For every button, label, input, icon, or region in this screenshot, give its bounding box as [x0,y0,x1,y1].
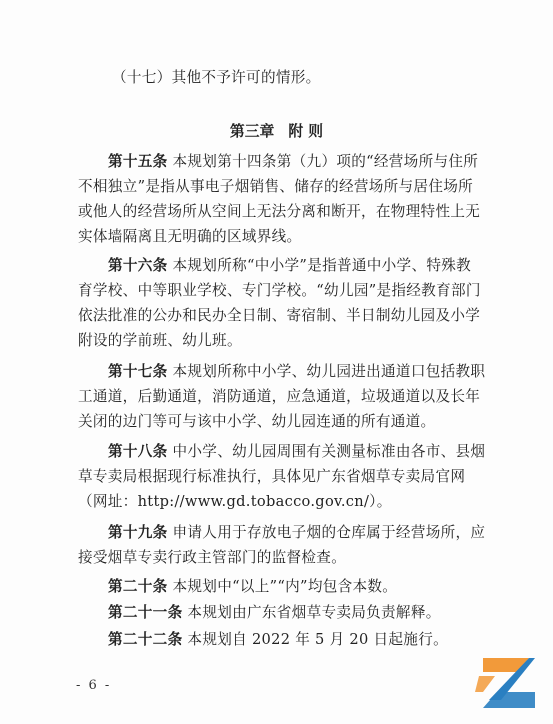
article-17-label: 第十七条 [108,363,168,380]
article-15-line-4: 实体墙隔离且无明确的区域界线。 [78,228,302,245]
article-15-label: 第十五条 [108,153,168,170]
article-16-line-1: 第十六条 本规划所称“中小学”是指普通中小学、特殊教 [108,257,472,274]
article-16-line-4: 附设的学前班、幼儿班。 [78,332,242,349]
article-18-label: 第十八条 [108,443,168,460]
article-15-line-2: 不相独立”是指从事电子烟销售、储存的经营场所与居住场所 [78,178,474,195]
article-19-line-1: 第十九条 申请人用于存放电子烟的仓库属于经营场所，应 [108,524,486,541]
article-15-line-3: 或他人的经营场所从空间上无法分离和断开，在物理特性上无 [78,203,481,220]
article-18-line-2: 草专卖局根据现行标准执行，具体见广东省烟草专卖局官网 [78,468,466,485]
article-19-line-2: 接受烟草专卖行政主管部门的监督检查。 [78,549,347,566]
article-16-line-2: 育学校、中等职业学校、专门学校。“幼儿园”是指经教育部门 [78,282,481,299]
page-number: - 6 - [76,678,112,693]
watermark-logo-icon [475,652,541,716]
article-18-line-3: （网址：http://www.gd.tobacco.gov.cn/）。 [78,493,392,510]
item-17: （十七）其他不予许可的情形。 [112,69,321,86]
article-15-line-1: 第十五条 本规划第十四条第（九）项的“经营场所与住所 [108,153,479,170]
chapter-number: 第三章 [229,123,275,140]
article-19-label: 第十九条 [108,524,168,541]
article-20-label: 第二十条 [108,578,168,595]
article-17-line-1: 第十七条 本规划所称中小学、幼儿园进出通道口包括教职 [108,363,486,380]
article-20: 第二十条 本规划中“以上”“内”均包含本数。 [108,578,398,595]
chapter-title: 附 则 [288,123,324,140]
article-22: 第二十二条 本规划自 2022 年 5 月 20 日起施行。 [108,631,448,648]
article-16-line-3: 依法批准的公办和民办全日制、寄宿制、半日制幼儿园及小学 [78,307,481,324]
article-21: 第二十一条 本规划由广东省烟草专卖局负责解释。 [108,604,441,621]
article-22-label: 第二十二条 [108,631,183,648]
article-17-line-3: 关闭的边门等可与该中小学、幼儿园连通的所有通道。 [78,413,436,430]
article-18-line-1: 第十八条 中小学、幼儿园周围有关测量标准由各市、县烟 [108,443,486,460]
chapter-heading [0,123,553,141]
article-17-line-2: 工通道，后勤通道，消防通道，应急通道，垃圾通道以及长年 [78,388,481,405]
article-16-label: 第十六条 [108,257,168,274]
article-21-label: 第二十一条 [108,604,183,621]
